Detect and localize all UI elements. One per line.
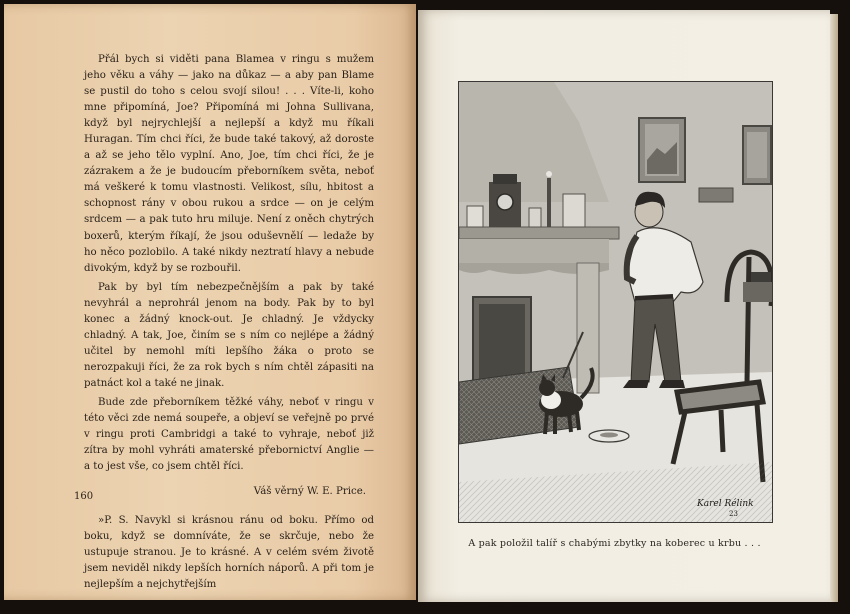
mantel-clock [489,174,521,227]
paragraph-2: Pak by byl tím nebezpečnějším a pak by také nevyhrál a neprohrál jenom na body. Pak by to byl konec a žádný knock-out. Je chladný. Je vždycky chladný. A tak, Joe, činím se s ním co nejlépe a žádný učitel by nemohl míti lepšího žáka o proto se nerozpakuji říci, že za rok bych s ním chtěl zápasiti na patnáct kol a také ne jinak. [84,281,374,389]
page-edge [830,14,838,602]
artist-signature-year: 23 [729,510,738,518]
letter-signature: Váš věrný W. E. Price. [253,486,366,498]
page-number: 160 [74,491,94,502]
illustration-drawing [459,82,772,522]
artist-signature: Karel Rélink [697,499,754,509]
paragraph-1: Přál bych si viděti pana Blamea v ringu s mužem jeho věku a váhy — jako na důkaz — a aby pan Blame se pustil do toho s celou svojí silou! . . . Víte-li, koho mne připomíná, Joe? Připomíná mi Johna Sullivana, když byl nejrychlejší a nejlepší a když mu říkali Huragan. Tím chci říci, že bude také takový, až doroste a až se jeho tělo vyplní. Ano, Joe, tím chci říci, že je zázrakem a že je budoucím přeborníkem světa, neboť má veškeré k tomu vlastnosti. Velikost, sílu, hbitost a schopnost rány v obou rukou a srdce — on je celým srdcem — a pak tuto hru miluje. Není z oněch chytrých boxerů, kterým říkají, že jsou oduševnělí — ledaže by ho něco pozlobilo. A také nikdy neztratí hlavy a nebude divokým, když by se rozbouřil. [84,54,374,274]
illustration-caption: A pak položil talíř s chabými zbytky na koberec u krbu . . . [468,538,761,549]
paragraph-3: Bude zde přeborníkem těžké váhy, neboť v ringu v této věci zde nemá soupeře, a objeví se veřejně po prvé v ringu proti Cambridgi a také to vyhraje, neboť již zítra by mohl vyhráti amaterské přebornictví Anglie — a to jest vše, co jsem chtěl říci. [84,396,374,473]
wall-picture-1 [639,118,685,182]
postscript: »P. S. Navykl si krásnou ránu od boku. Přímo od boku, když se domníváte, že se skrčuje, nebo že ustupuje stranou. Je to krásné. A v celém svém životě jsem neviděl nikdy lepších horních náporů. A při tom je nejlepším a nejchytřejším [84,515,374,591]
wall-picture-2 [743,126,771,184]
illustration [458,81,773,523]
left-page-text [84,52,374,594]
